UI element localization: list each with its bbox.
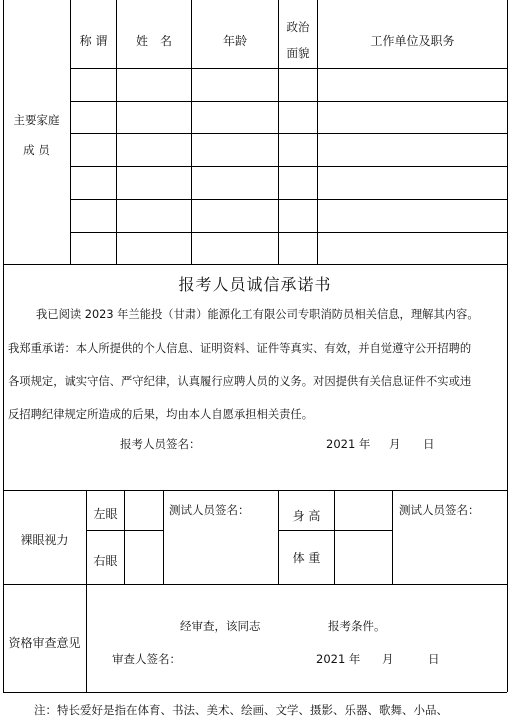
pledge-line-3: 各项规定，诚实守信、严守纪律，认真履行应聘人员的义务。对因提供有关信息证件不实或违 [8, 375, 472, 388]
qualification-review-label: 资格审查意见 [8, 635, 81, 650]
review-signature-year: 2021 年 [316, 652, 361, 666]
pledge-title: 报考人员诚信承诺书 [178, 274, 332, 294]
header-name: 姓 名 [135, 33, 172, 48]
body-tester-signature-label: 测试人员签名： [399, 503, 480, 517]
header-age: 年龄 [222, 33, 247, 48]
header-political-status [279, 12, 317, 68]
right-eye-label: 右眼 [93, 553, 118, 568]
header-political-status-line1: 政治 [286, 20, 310, 34]
pledge-line-4: 反招聘纪律规定所造成的后果，均由本人自愿承担相关责任。 [8, 408, 314, 421]
pledge-signature-day: 日 [423, 437, 435, 451]
header-political-status-line2: 面貌 [286, 46, 310, 60]
pledge-line-1: 我已阅读 2023 年兰能投（甘肃）能源化工有限公司专职消防员相关信息，理解其内容。 [36, 308, 479, 321]
review-signature-month: 月 [382, 652, 394, 666]
review-signature-day: 日 [428, 652, 440, 666]
family-members-label [3, 100, 70, 170]
vision-tester-signature-label: 测试人员签名： [169, 503, 250, 517]
header-relation: 称 谓 [79, 33, 108, 48]
header-workplace: 工作单位及职务 [370, 33, 455, 48]
pledge-line-2: 我郑重承诺：本人所提供的个人信息、证明资料、证件等真实、有效，并自觉遵守公开招聘的 [8, 342, 472, 355]
pledge-signature-label: 报考人员签名： [120, 437, 201, 451]
naked-eye-vision-label: 裸眼视力 [20, 532, 69, 547]
footer-note: 注：特长爱好是指在体育、书法、美术、绘画、文学、摄影、乐器、歌舞、小品、 [34, 703, 448, 717]
review-opinion-prefix: 经审查，该同志 [180, 619, 261, 633]
weight-label: 体 重 [292, 550, 321, 565]
left-eye-label: 左眼 [93, 506, 118, 521]
reviewer-signature-label: 审查人签名： [112, 652, 181, 666]
height-label: 身 高 [292, 508, 321, 523]
family-members-label-line2: 成 员 [23, 143, 50, 157]
review-opinion-suffix: 报考条件。 [328, 619, 386, 633]
pledge-signature-year: 2021 年 [326, 437, 371, 451]
pledge-signature-month: 月 [389, 437, 401, 451]
family-members-label-line1: 主要家庭 [13, 113, 60, 127]
